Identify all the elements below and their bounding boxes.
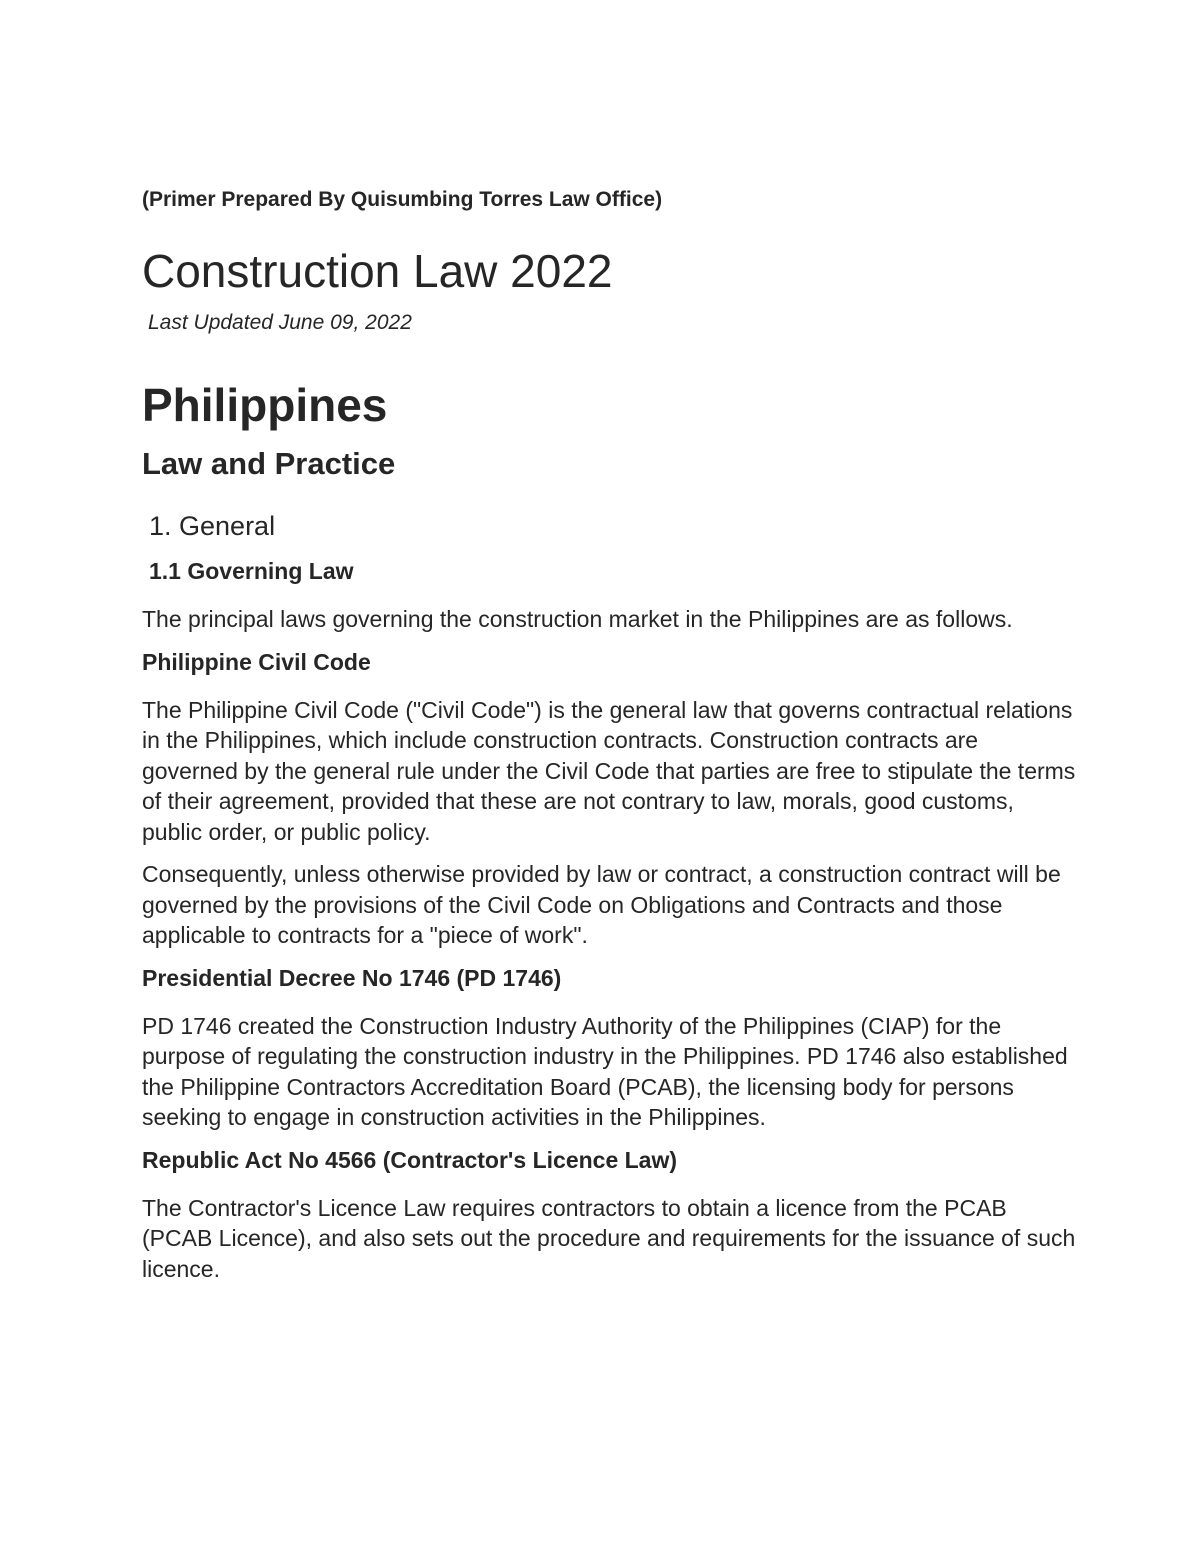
last-updated-date: Last Updated June 09, 2022 <box>148 311 412 334</box>
pd1746-paragraph: PD 1746 created the Construction Industry Authority of the Philippines (CIAP) for the purpose of regulating the construction industry in the Philippines. PD 1746 also established the Philippine Contractors Accreditation Board (PCAB), the licensing body for persons seeking to engage in construction activities in the Philippines. <box>142 1012 1068 1130</box>
document-page <box>142 185 1077 1284</box>
civil-code-paragraph-1: The Philippine Civil Code ("Civil Code") is the general law that governs contractual relations in the Philippines, which include construction contracts. Construction contracts are governed by the general rule under the Civil Code that parties are free to stipulate the terms of their agreement, provided that these are not contrary to law, morals, good customs, public order, or public policy. <box>142 696 1076 845</box>
document-title: Construction Law 2022 <box>142 245 613 297</box>
pd1746-heading: Presidential Decree No 1746 (PD 1746) <box>142 964 562 991</box>
subsection-heading: 1.1 Governing Law <box>149 558 354 584</box>
civil-code-heading: Philippine Civil Code <box>142 648 371 675</box>
byline: (Primer Prepared By Quisumbing Torres Law Office) <box>142 188 663 211</box>
subtitle: Law and Practice <box>142 446 396 481</box>
country-heading: Philippines <box>142 379 388 431</box>
ra4566-heading: Republic Act No 4566 (Contractor's Licence Law) <box>142 1146 678 1173</box>
intro-paragraph: The principal laws governing the construction market in the Philippines are as follows. <box>142 606 1013 632</box>
civil-code-paragraph-2: Consequently, unless otherwise provided by law or contract, a construction contract will be governed by the provisions of the Civil Code on Obligations and Contracts and those applicable to contracts for a "piece of work". <box>142 861 1061 948</box>
section-heading: 1. General <box>149 511 276 541</box>
ra4566-paragraph: The Contractor's Licence Law requires contractors to obtain a licence from the PCAB (PCAB Licence), and also sets out the procedure and requirements for the issuance of such licence. <box>142 1194 1076 1282</box>
